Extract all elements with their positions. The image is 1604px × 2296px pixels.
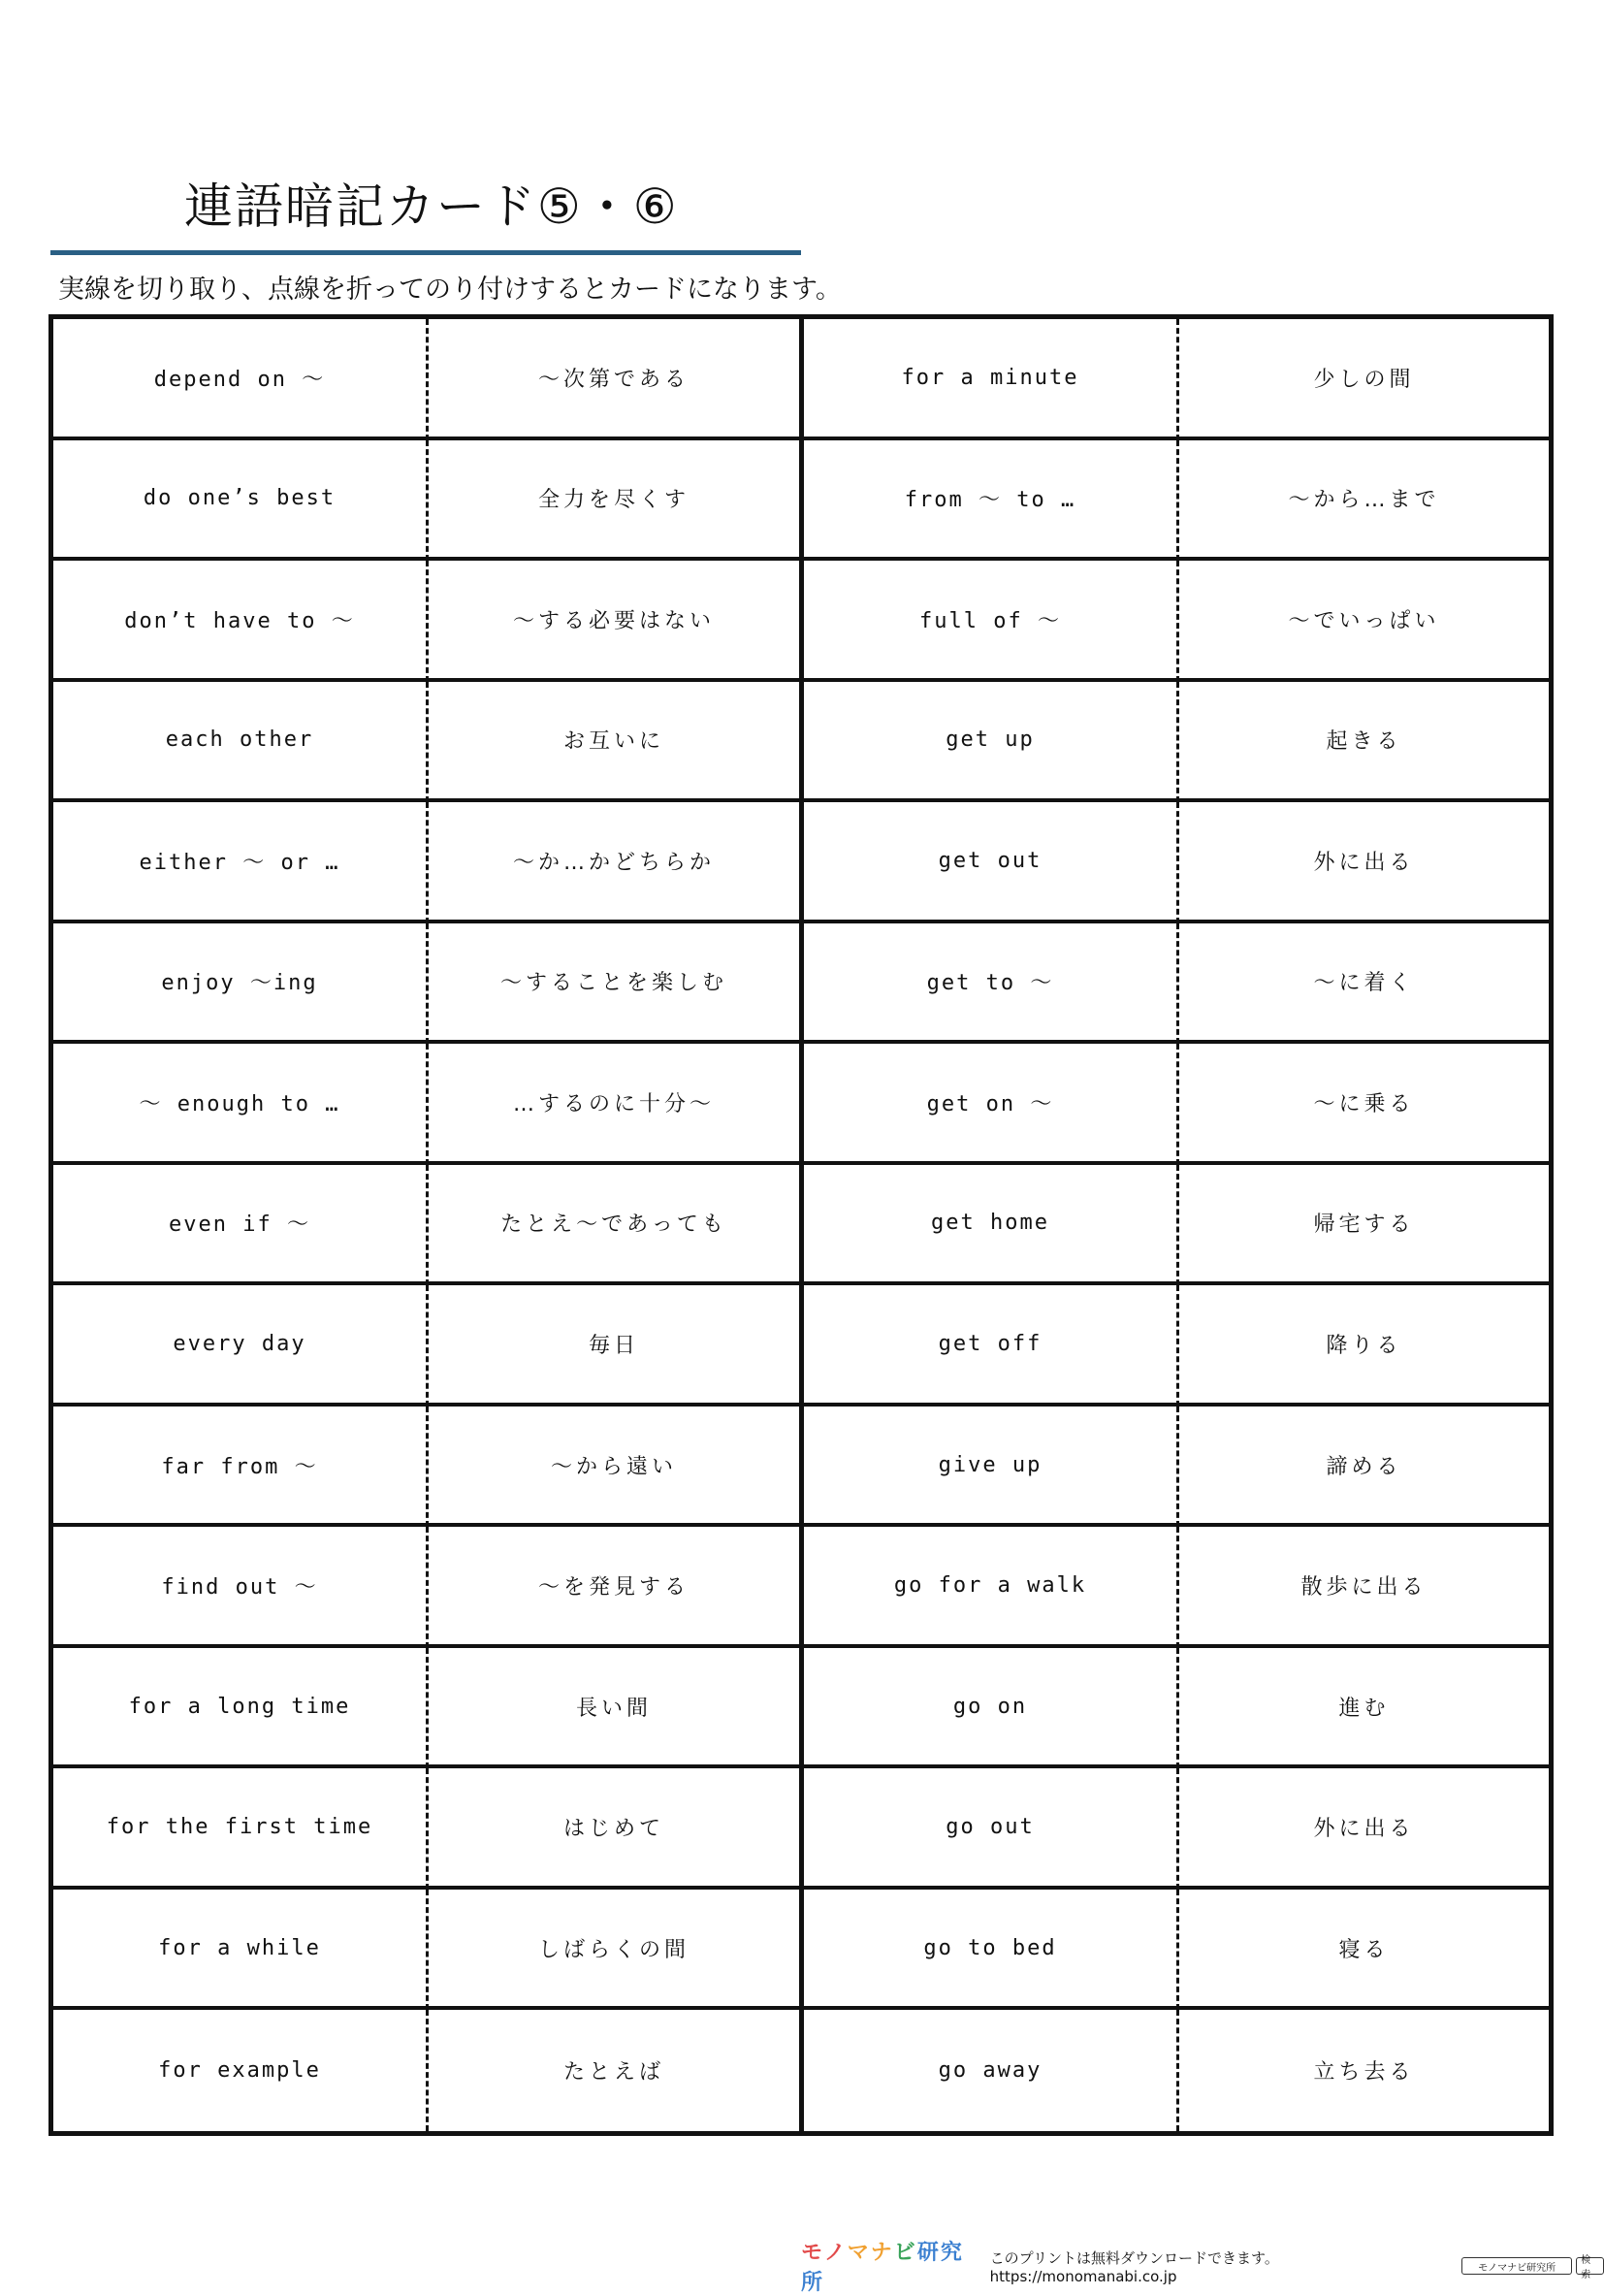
card-japanese-meaning: 外に出る bbox=[1179, 1768, 1549, 1890]
card-japanese-meaning: 外に出る bbox=[1179, 802, 1549, 923]
card-english-phrase: get home bbox=[804, 1165, 1179, 1286]
card-japanese-meaning: はじめて bbox=[429, 1768, 804, 1890]
card-japanese-meaning: たとえ～であっても bbox=[429, 1165, 804, 1286]
title-underline bbox=[50, 250, 801, 255]
card-english-phrase: get on ～ bbox=[804, 1044, 1179, 1165]
footer-search bbox=[1461, 2255, 1604, 2280]
card-english-phrase: even if ～ bbox=[53, 1165, 429, 1286]
card-english-phrase: for example bbox=[53, 2010, 429, 2131]
card-english-phrase: for a while bbox=[53, 1890, 429, 2011]
page-title: 連語暗記カード⑤・⑥ bbox=[184, 178, 679, 235]
download-note: このプリントは無料ダウンロードできます。https://monomanabi.co.jp bbox=[989, 2248, 1279, 2285]
card-english-phrase: get to ～ bbox=[804, 923, 1179, 1045]
card-english-phrase: get out bbox=[804, 802, 1179, 923]
card-japanese-meaning: お互いに bbox=[429, 682, 804, 803]
footer bbox=[801, 2236, 1604, 2296]
card-japanese-meaning: ～から…まで bbox=[1179, 440, 1549, 562]
card-english-phrase: from ～ to … bbox=[804, 440, 1179, 562]
card-english-phrase: either ～ or … bbox=[53, 802, 429, 923]
card-english-phrase: don’t have to ～ bbox=[53, 561, 429, 682]
card-japanese-meaning: 全力を尽くす bbox=[429, 440, 804, 562]
card-english-phrase: get off bbox=[804, 1285, 1179, 1407]
card-english-phrase: enjoy ～ing bbox=[53, 923, 429, 1045]
card-english-phrase: get up bbox=[804, 682, 1179, 803]
card-english-phrase: give up bbox=[804, 1407, 1179, 1528]
card-table bbox=[48, 314, 1554, 2136]
card-japanese-meaning: 立ち去る bbox=[1313, 2060, 1415, 2086]
card-english-phrase: go out bbox=[804, 1768, 1179, 1890]
card-english-phrase: for a long time bbox=[53, 1648, 429, 1769]
card-english-phrase: do one’s best bbox=[53, 440, 429, 562]
card-english-phrase: ～ enough to … bbox=[53, 1044, 429, 1165]
card-english-phrase: each other bbox=[53, 682, 429, 803]
brand-logo: モノマナビ研究所 bbox=[801, 2241, 964, 2295]
card-english-phrase: go away bbox=[804, 2010, 1179, 2131]
card-japanese-meaning: ～を発見する bbox=[429, 1527, 804, 1648]
card-english-phrase: every day bbox=[53, 1285, 429, 1407]
instruction-text: 実線を切り取り、点線を折ってのり付けするとカードになります。 bbox=[58, 275, 842, 305]
card-english-phrase: for the first time bbox=[53, 1768, 429, 1890]
card-english-phrase: full of ～ bbox=[804, 561, 1179, 682]
search-button: 検索 bbox=[1576, 2257, 1604, 2275]
card-japanese-meaning: 諦める bbox=[1179, 1407, 1549, 1528]
card-japanese-meaning: 寝る bbox=[1179, 1890, 1549, 2011]
card-japanese-meaning: ～に着く bbox=[1179, 923, 1549, 1045]
card-english-phrase: go for a walk bbox=[804, 1527, 1179, 1648]
card-japanese-meaning: ～する必要はない bbox=[429, 561, 804, 682]
card-japanese-meaning: 起きる bbox=[1179, 682, 1549, 803]
card-japanese-meaning: 降りる bbox=[1179, 1285, 1549, 1407]
card-english-phrase: go on bbox=[804, 1648, 1179, 1769]
card-japanese-meaning: しばらくの間 bbox=[429, 1890, 804, 2011]
card-english-phrase: for a minute bbox=[804, 319, 1179, 440]
card-japanese-meaning: …するのに十分～ bbox=[429, 1044, 804, 1165]
card-japanese-meaning: ～次第である bbox=[429, 319, 804, 440]
card-japanese-meaning: ～か…かどちらか bbox=[429, 802, 804, 923]
card-japanese-meaning: 毎日 bbox=[429, 1285, 804, 1407]
card-english-phrase: depend on ～ bbox=[53, 319, 429, 440]
card-english-phrase: find out ～ bbox=[53, 1527, 429, 1648]
card-japanese-meaning: 帰宅する bbox=[1179, 1165, 1549, 1286]
search-box: モノマナビ研究所 bbox=[1461, 2257, 1572, 2275]
card-japanese-meaning: ～でいっぱい bbox=[1179, 561, 1549, 682]
card-japanese-meaning: 長い間 bbox=[429, 1648, 804, 1769]
card-english-phrase: go to bed bbox=[804, 1890, 1179, 2011]
card-japanese-meaning: ～から遠い bbox=[429, 1407, 804, 1528]
card-japanese-meaning: たとえば bbox=[429, 2010, 804, 2131]
card-japanese-meaning: ～に乗る bbox=[1179, 1044, 1549, 1165]
card-japanese-meaning: 進む bbox=[1179, 1648, 1549, 1769]
card-japanese-meaning: ～することを楽しむ bbox=[429, 923, 804, 1045]
card-japanese-meaning: 散歩に出る bbox=[1179, 1527, 1549, 1648]
card-english-phrase: far from ～ bbox=[53, 1407, 429, 1528]
card-japanese-meaning: 少しの間 bbox=[1179, 319, 1549, 440]
